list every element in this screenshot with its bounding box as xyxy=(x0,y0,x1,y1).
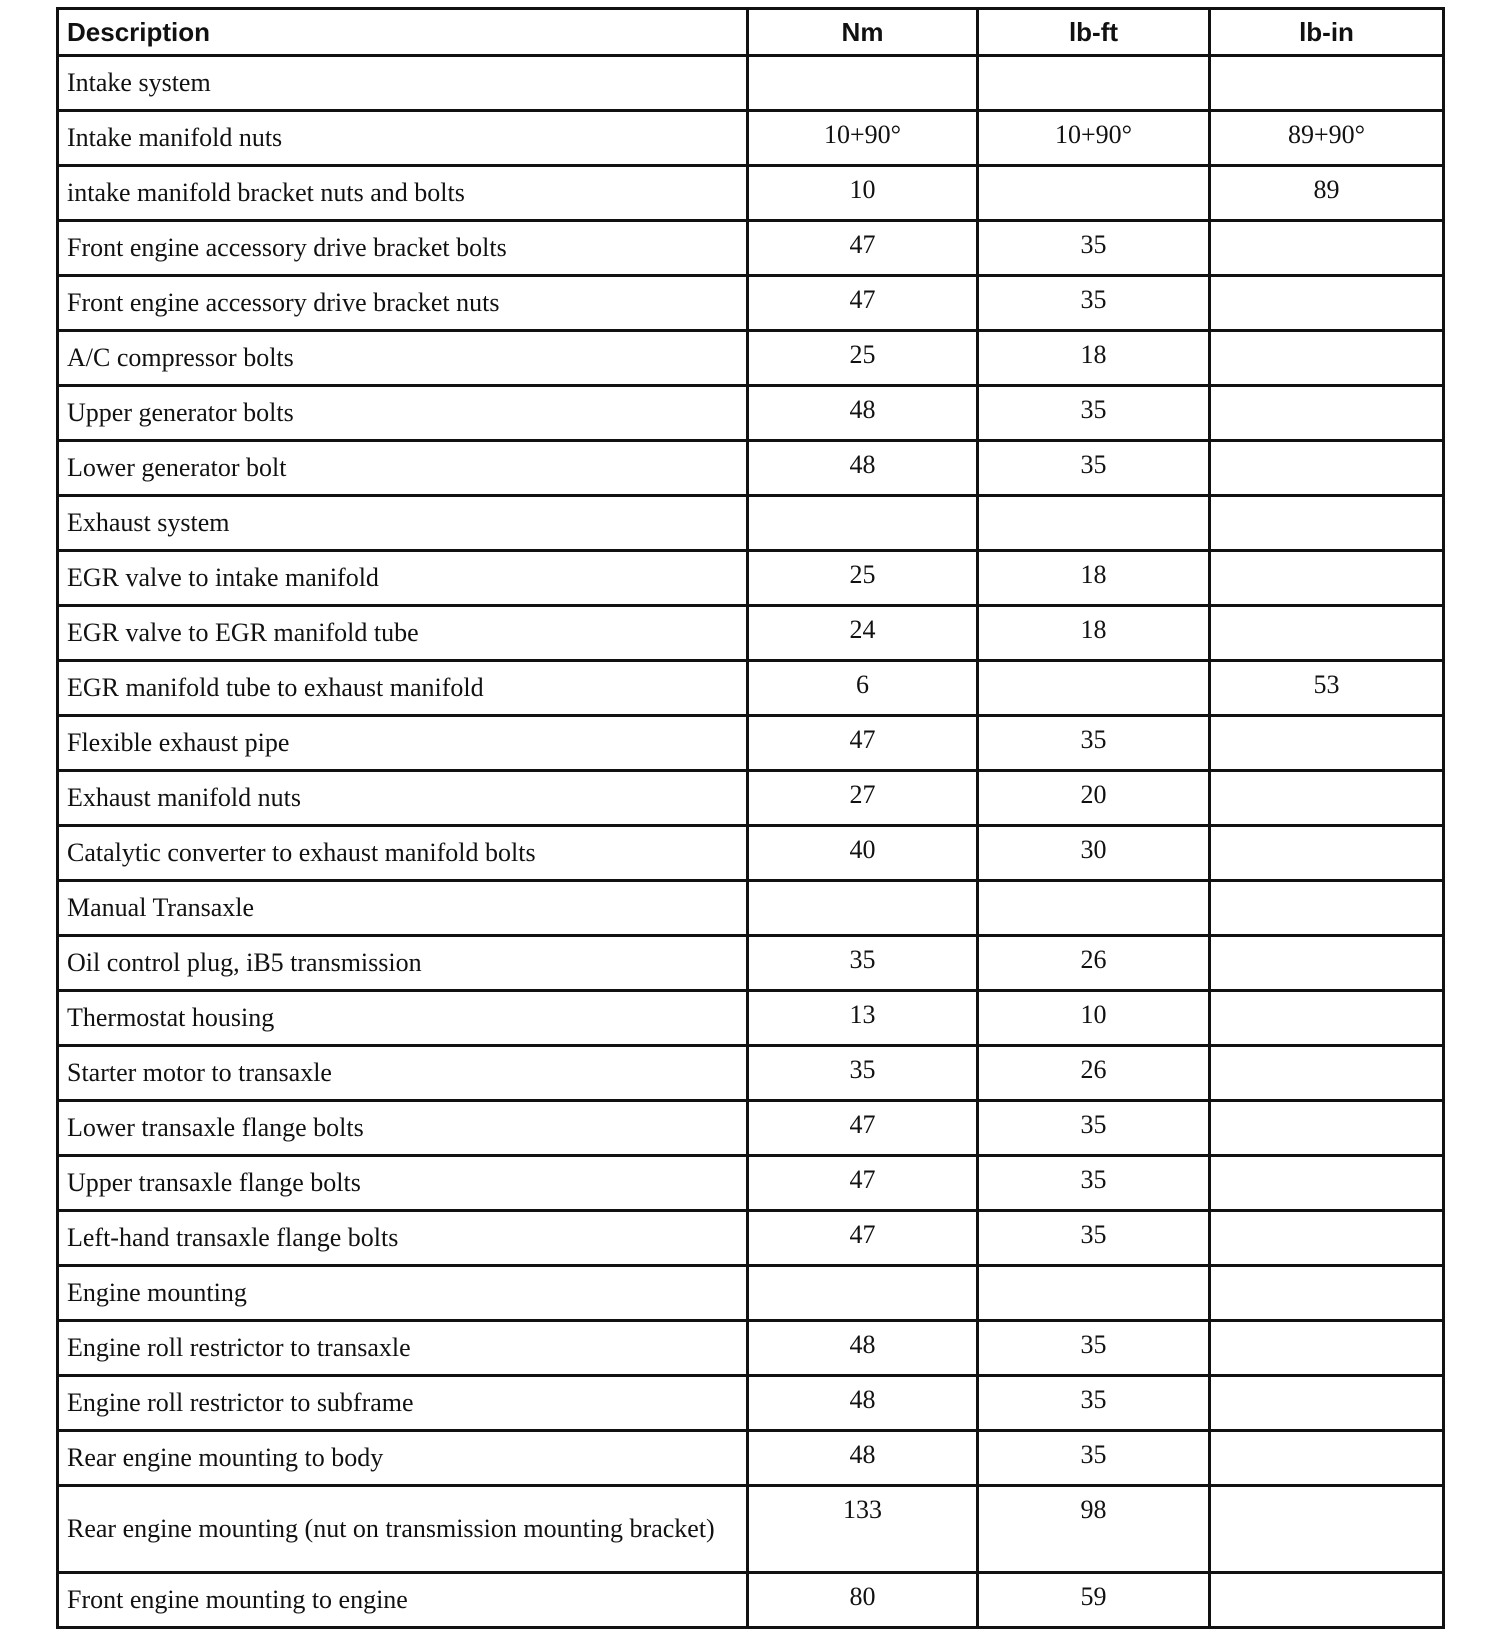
cell-lbft xyxy=(978,496,1210,551)
table-row xyxy=(58,661,1444,716)
cell-lbft xyxy=(978,166,1210,221)
cell-lbft: 98 xyxy=(978,1486,1210,1573)
table-row xyxy=(58,1101,1444,1156)
cell-description: Upper transaxle flange bolts xyxy=(58,1156,748,1211)
cell-nm: 10 xyxy=(748,166,978,221)
table-row xyxy=(58,1266,1444,1321)
cell-lbft: 10 xyxy=(978,991,1210,1046)
cell-nm: 48 xyxy=(748,1431,978,1486)
table-row xyxy=(58,1046,1444,1101)
table-row xyxy=(58,111,1444,166)
cell-description: Rear engine mounting (nut on transmission mounting bracket) xyxy=(58,1486,748,1573)
cell-lbin xyxy=(1210,1321,1444,1376)
table-row xyxy=(58,496,1444,551)
cell-lbin xyxy=(1210,1101,1444,1156)
cell-lbft: 26 xyxy=(978,936,1210,991)
cell-description: Intake manifold nuts xyxy=(58,111,748,166)
cell-nm: 13 xyxy=(748,991,978,1046)
cell-lbin xyxy=(1210,1431,1444,1486)
header-description: Description xyxy=(58,9,748,56)
cell-lbft: 35 xyxy=(978,1156,1210,1211)
cell-description: Exhaust system xyxy=(58,496,748,551)
cell-description: Rear engine mounting to body xyxy=(58,1431,748,1486)
cell-description: Oil control plug, iB5 transmission xyxy=(58,936,748,991)
cell-description: Front engine mounting to engine xyxy=(58,1573,748,1628)
table-row xyxy=(58,56,1444,111)
cell-lbin xyxy=(1210,936,1444,991)
cell-description: Engine roll restrictor to subframe xyxy=(58,1376,748,1431)
cell-nm: 48 xyxy=(748,1321,978,1376)
header-row xyxy=(58,9,1444,56)
table-row xyxy=(58,331,1444,386)
cell-lbin xyxy=(1210,56,1444,111)
cell-lbft: 10+90° xyxy=(978,111,1210,166)
cell-lbin xyxy=(1210,771,1444,826)
table-row xyxy=(58,166,1444,221)
cell-lbin xyxy=(1210,276,1444,331)
cell-lbft: 35 xyxy=(978,276,1210,331)
cell-nm: 133 xyxy=(748,1486,978,1573)
header-nm: Nm xyxy=(748,9,978,56)
cell-description: Thermostat housing xyxy=(58,991,748,1046)
cell-lbin xyxy=(1210,1211,1444,1266)
table-row xyxy=(58,771,1444,826)
cell-lbin xyxy=(1210,716,1444,771)
cell-description: EGR manifold tube to exhaust manifold xyxy=(58,661,748,716)
cell-lbft: 35 xyxy=(978,441,1210,496)
cell-nm: 47 xyxy=(748,1101,978,1156)
cell-lbft xyxy=(978,881,1210,936)
cell-nm xyxy=(748,56,978,111)
cell-lbft: 59 xyxy=(978,1573,1210,1628)
cell-nm: 24 xyxy=(748,606,978,661)
torque-table xyxy=(56,7,1445,1629)
table-row xyxy=(58,1321,1444,1376)
cell-nm: 35 xyxy=(748,1046,978,1101)
cell-description: Engine roll restrictor to transaxle xyxy=(58,1321,748,1376)
cell-description: Front engine accessory drive bracket bolts xyxy=(58,221,748,276)
cell-lbft: 35 xyxy=(978,1321,1210,1376)
header-lbft: lb-ft xyxy=(978,9,1210,56)
cell-description: Exhaust manifold nuts xyxy=(58,771,748,826)
table-row xyxy=(58,1573,1444,1628)
cell-lbin xyxy=(1210,991,1444,1046)
cell-lbft: 35 xyxy=(978,716,1210,771)
cell-nm: 6 xyxy=(748,661,978,716)
cell-description: Left-hand transaxle flange bolts xyxy=(58,1211,748,1266)
table-row xyxy=(58,1431,1444,1486)
cell-lbin xyxy=(1210,496,1444,551)
table-row xyxy=(58,276,1444,331)
cell-lbft: 18 xyxy=(978,551,1210,606)
table-row xyxy=(58,386,1444,441)
table-row xyxy=(58,1211,1444,1266)
cell-description: Manual Transaxle xyxy=(58,881,748,936)
header-lbin: lb-in xyxy=(1210,9,1444,56)
cell-description: Engine mounting xyxy=(58,1266,748,1321)
cell-lbin xyxy=(1210,826,1444,881)
table-row xyxy=(58,551,1444,606)
cell-lbft: 35 xyxy=(978,221,1210,276)
table-row xyxy=(58,221,1444,276)
cell-nm: 80 xyxy=(748,1573,978,1628)
cell-description: Upper generator bolts xyxy=(58,386,748,441)
cell-description: Lower generator bolt xyxy=(58,441,748,496)
cell-lbin: 89+90° xyxy=(1210,111,1444,166)
cell-nm: 10+90° xyxy=(748,111,978,166)
table-row xyxy=(58,881,1444,936)
table-row xyxy=(58,716,1444,771)
table-row xyxy=(58,1376,1444,1431)
cell-nm: 48 xyxy=(748,441,978,496)
cell-lbft: 26 xyxy=(978,1046,1210,1101)
cell-nm: 47 xyxy=(748,221,978,276)
cell-description: A/C compressor bolts xyxy=(58,331,748,386)
cell-nm xyxy=(748,881,978,936)
cell-nm: 40 xyxy=(748,826,978,881)
cell-description: Flexible exhaust pipe xyxy=(58,716,748,771)
table-row xyxy=(58,441,1444,496)
cell-lbin xyxy=(1210,1046,1444,1101)
cell-nm xyxy=(748,496,978,551)
cell-lbft xyxy=(978,1266,1210,1321)
cell-lbft: 20 xyxy=(978,771,1210,826)
cell-lbin: 89 xyxy=(1210,166,1444,221)
cell-description: Starter motor to transaxle xyxy=(58,1046,748,1101)
cell-nm: 48 xyxy=(748,1376,978,1431)
cell-lbft: 35 xyxy=(978,1431,1210,1486)
cell-lbin xyxy=(1210,1573,1444,1628)
cell-nm: 35 xyxy=(748,936,978,991)
cell-description: Catalytic converter to exhaust manifold bolts xyxy=(58,826,748,881)
table-row xyxy=(58,826,1444,881)
cell-lbin xyxy=(1210,331,1444,386)
table-row xyxy=(58,936,1444,991)
cell-nm: 48 xyxy=(748,386,978,441)
cell-nm xyxy=(748,1266,978,1321)
cell-nm: 47 xyxy=(748,1211,978,1266)
cell-nm: 27 xyxy=(748,771,978,826)
table-row xyxy=(58,991,1444,1046)
cell-description: EGR valve to EGR manifold tube xyxy=(58,606,748,661)
cell-lbft: 35 xyxy=(978,1211,1210,1266)
cell-lbin xyxy=(1210,881,1444,936)
table-row xyxy=(58,606,1444,661)
cell-lbft: 18 xyxy=(978,606,1210,661)
cell-lbin xyxy=(1210,386,1444,441)
cell-description: Lower transaxle flange bolts xyxy=(58,1101,748,1156)
cell-nm: 47 xyxy=(748,276,978,331)
cell-nm: 25 xyxy=(748,551,978,606)
cell-lbin xyxy=(1210,551,1444,606)
cell-lbin xyxy=(1210,441,1444,496)
cell-lbin xyxy=(1210,1486,1444,1573)
cell-lbin xyxy=(1210,221,1444,276)
cell-nm: 47 xyxy=(748,1156,978,1211)
cell-lbin xyxy=(1210,1156,1444,1211)
cell-lbin xyxy=(1210,1266,1444,1321)
cell-lbft: 35 xyxy=(978,1101,1210,1156)
cell-lbft: 30 xyxy=(978,826,1210,881)
table-row xyxy=(58,1156,1444,1211)
table-row xyxy=(58,1486,1444,1573)
cell-lbft: 18 xyxy=(978,331,1210,386)
cell-lbft: 35 xyxy=(978,386,1210,441)
cell-description: Front engine accessory drive bracket nuts xyxy=(58,276,748,331)
cell-lbin xyxy=(1210,1376,1444,1431)
cell-lbft xyxy=(978,661,1210,716)
cell-lbft: 35 xyxy=(978,1376,1210,1431)
cell-description: intake manifold bracket nuts and bolts xyxy=(58,166,748,221)
cell-nm: 25 xyxy=(748,331,978,386)
cell-description: EGR valve to intake manifold xyxy=(58,551,748,606)
cell-description: Intake system xyxy=(58,56,748,111)
cell-lbft xyxy=(978,56,1210,111)
torque-spec-sheet xyxy=(56,7,1442,1629)
cell-lbin xyxy=(1210,606,1444,661)
cell-nm: 47 xyxy=(748,716,978,771)
cell-lbin: 53 xyxy=(1210,661,1444,716)
